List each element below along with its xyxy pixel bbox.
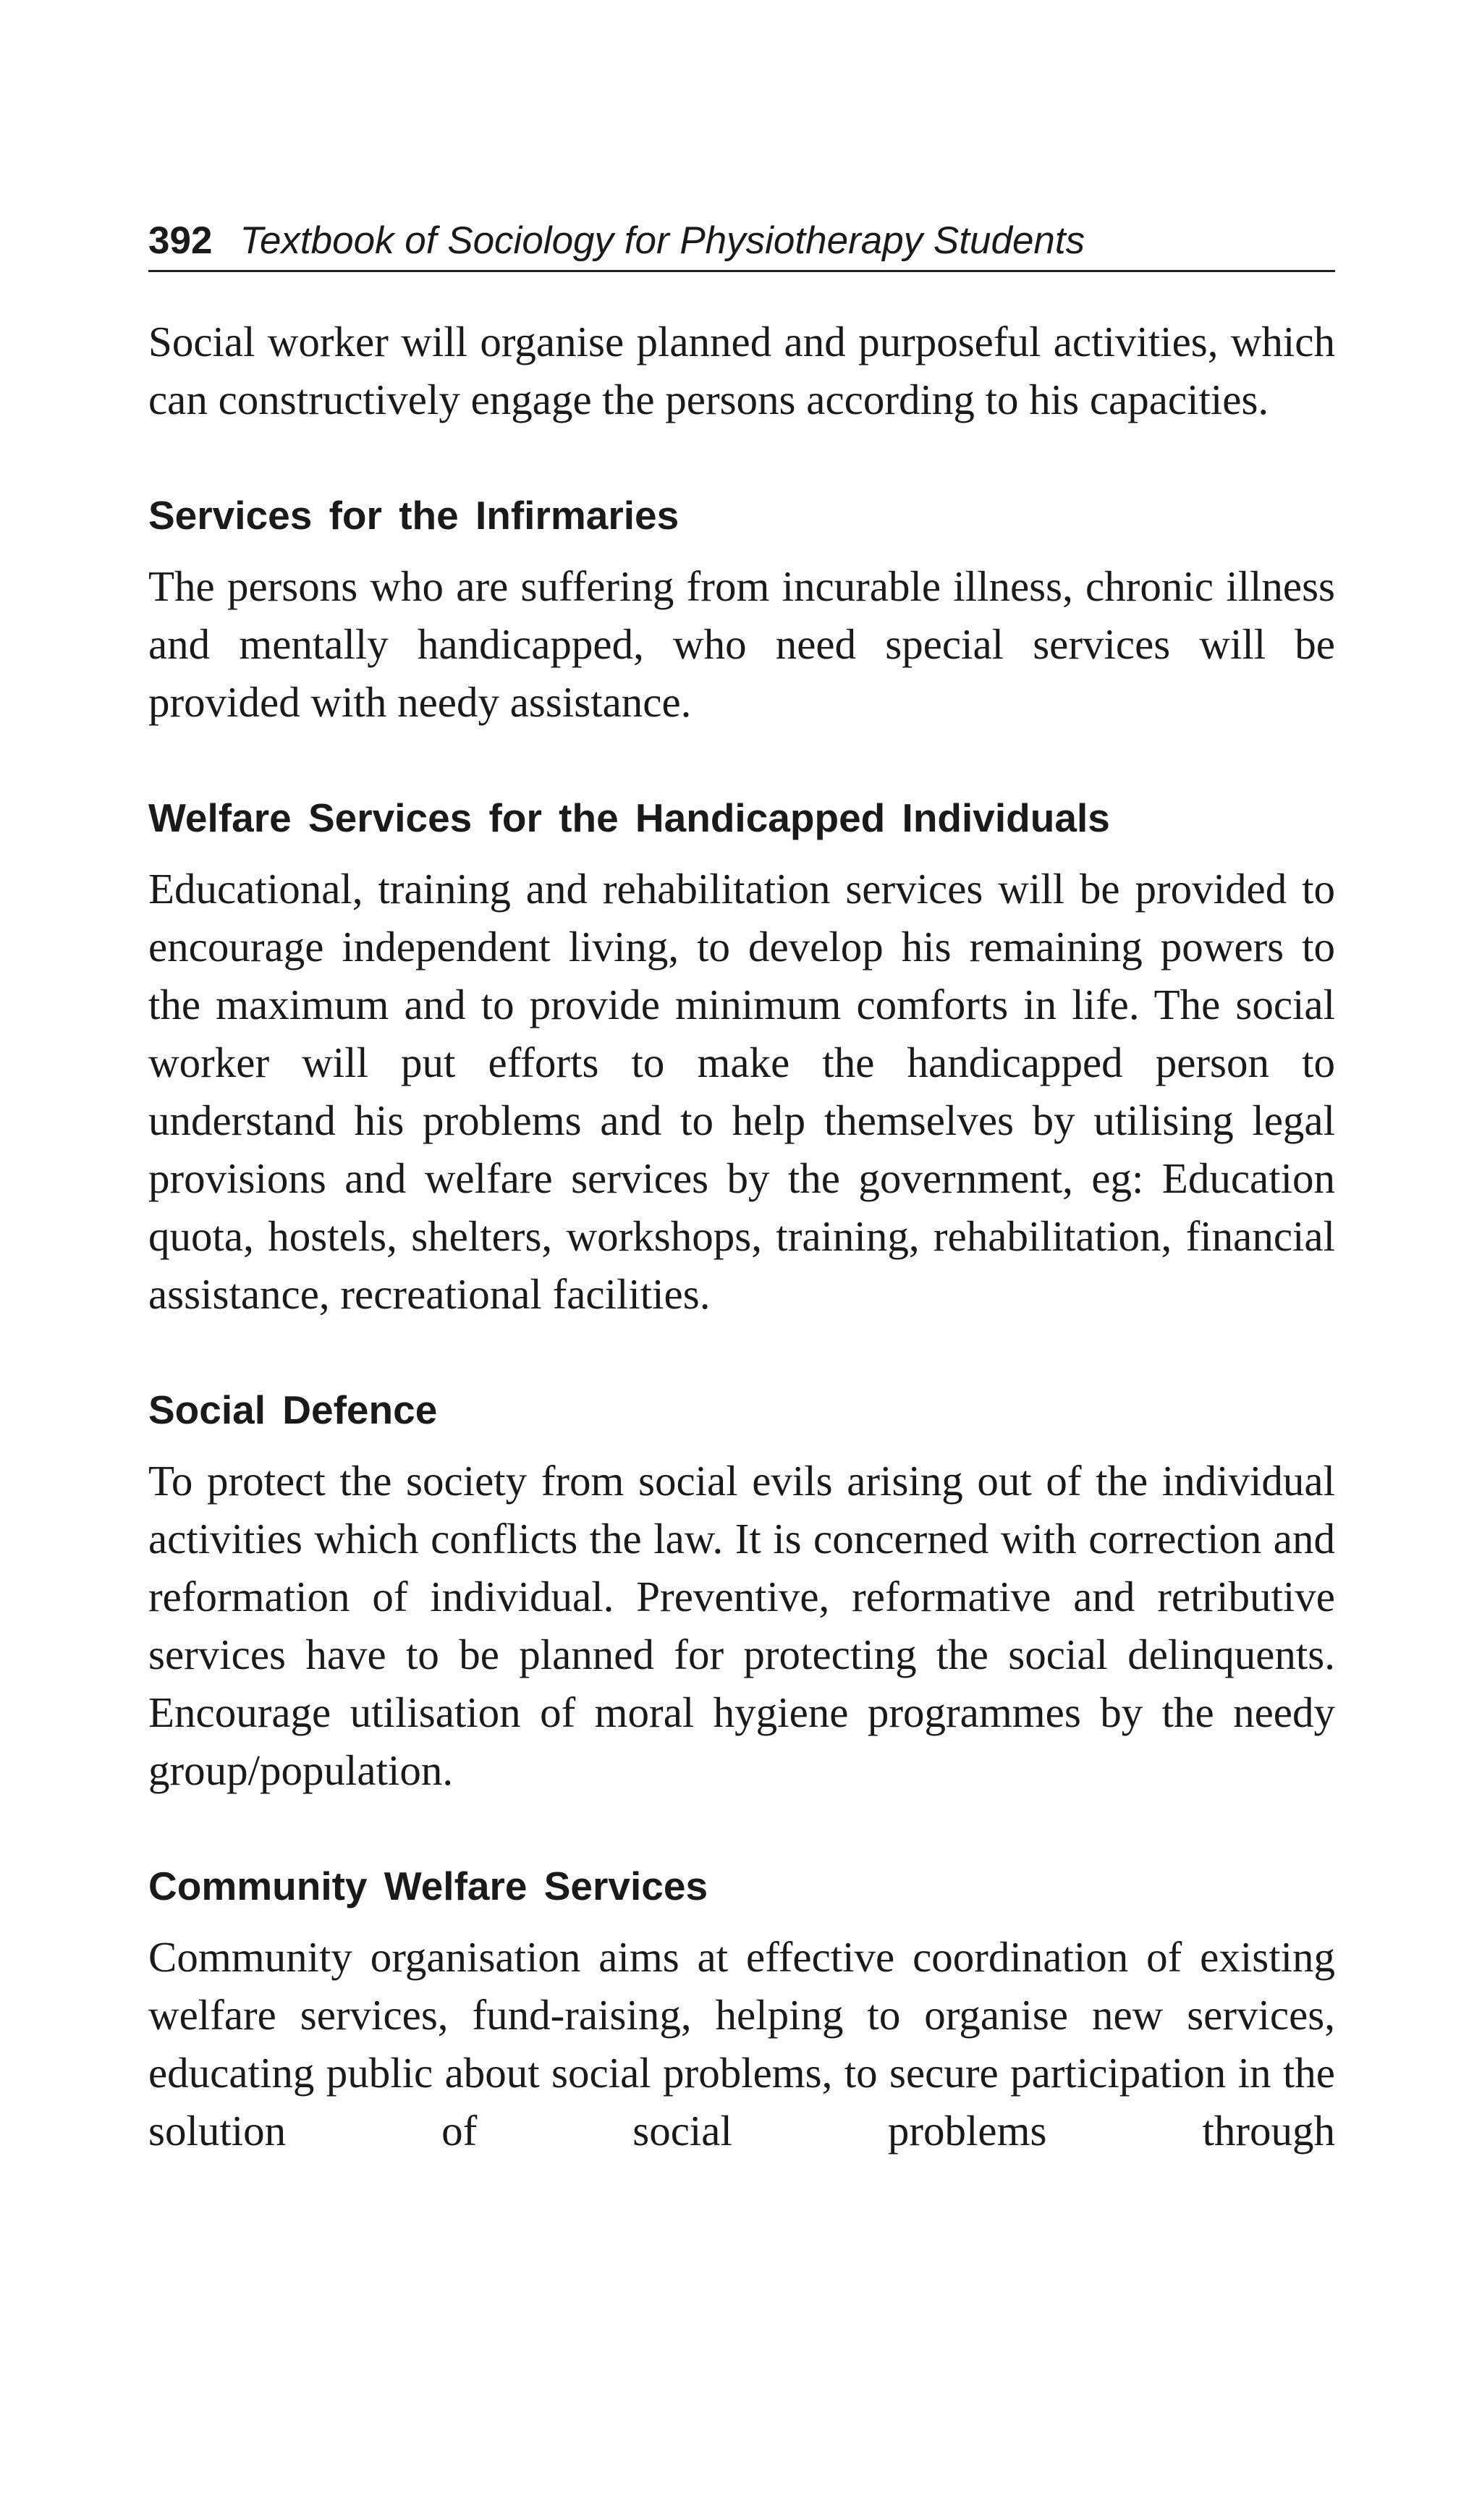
page-number: 392	[148, 219, 213, 262]
page-body	[148, 313, 1335, 2160]
running-header	[148, 216, 1335, 272]
section-heading-social-defence: Social Defence	[148, 1387, 438, 1432]
section-body-handicapped-welfare: Educational, training and rehabilitation services will be provided to encourage independent living, to develop his remaining powers to the maximum and to provide minimum comforts in life. The social worker will put efforts to make the handicapped person to understand his problems and to help themselves by utilising legal provisions and welfare services by the government, eg: Education quota, hostels, shelters, workshops, training, rehabilitation, financial assistance, recreational facilities.	[148, 865, 1335, 1318]
section-heading-handicapped-welfare: Welfare Services for the Handicapped Individuals	[148, 795, 1110, 840]
section-heading-community-welfare: Community Welfare Services	[148, 1864, 708, 1908]
section-body-infirmaries: The persons who are suffering from incurable illness, chronic illness and mentally handicapped, who need special services will be provided with needy assistance.	[148, 562, 1335, 726]
section-body-community-welfare: Community organisation aims at effective coordination of existing welfare services, fund-raising, helping to organise new services, educating public about social problems, to secure participation in the solution of social problems through	[148, 1933, 1335, 2155]
section-body-social-defence: To protect the society from social evils arising out of the individual activities which conflicts the law. It is concerned with correction and reformation of individual. Preventive, reformative and retributive services have to be planned for protecting the social delinquents. Encourage utilisation of moral hygiene programmes by the needy group/population.	[148, 1457, 1335, 1794]
section-heading-infirmaries: Services for the Infirmaries	[148, 493, 679, 538]
intro-paragraph: Social worker will organise planned and purposeful activities, which can constructively engage the persons according to his capacities.	[148, 318, 1335, 423]
book-title: Textbook of Sociology for Physiotherapy Students	[240, 219, 1085, 262]
